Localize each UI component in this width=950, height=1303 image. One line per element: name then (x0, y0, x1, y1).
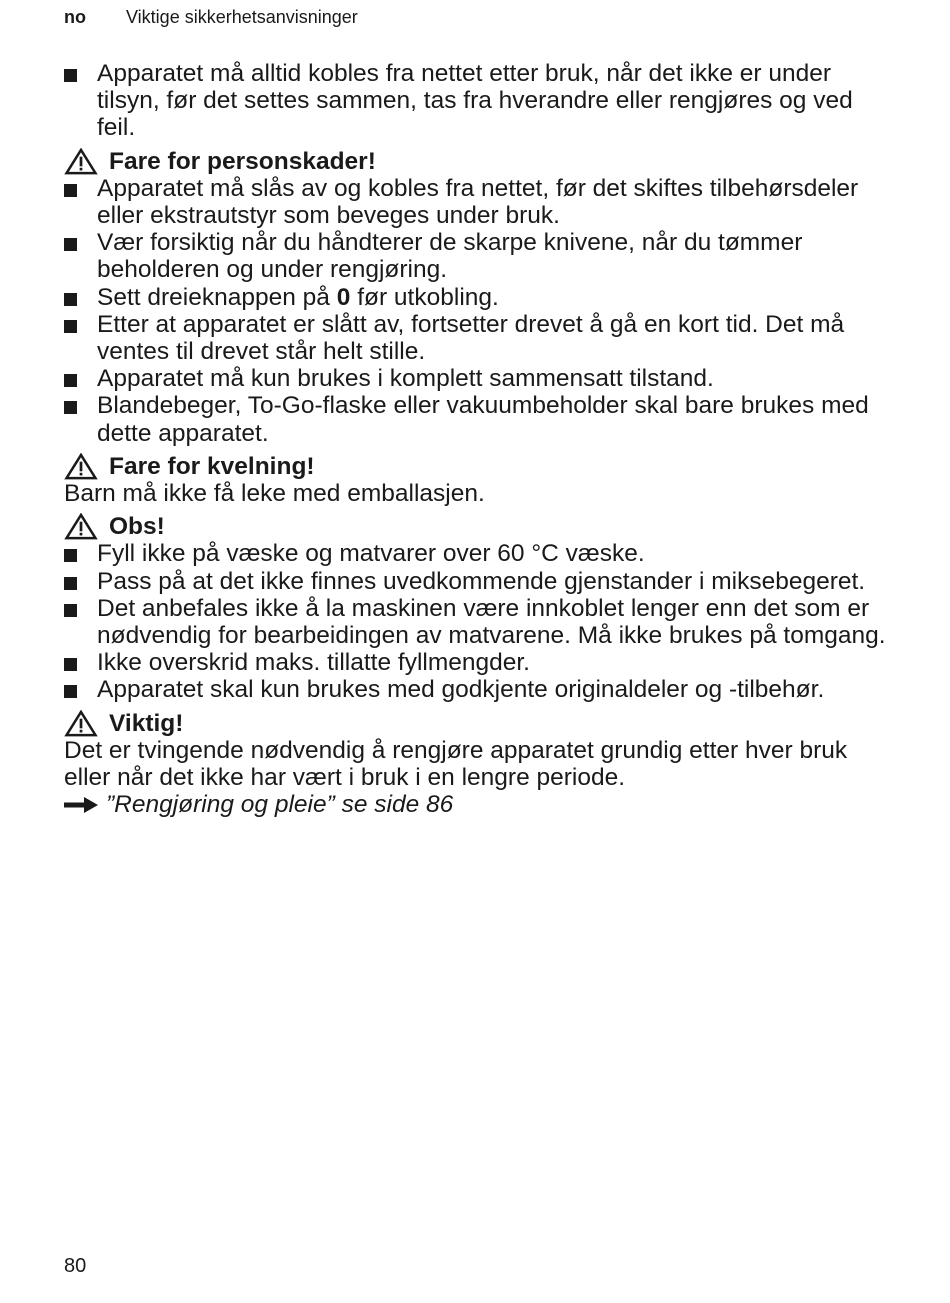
bullet-icon (64, 293, 77, 306)
page-number: 80 (64, 1255, 87, 1277)
bullet-icon (64, 374, 77, 387)
bullet-icon (64, 549, 77, 562)
bullet-icon (64, 604, 77, 617)
reference-text: ”Rengjøring og pleie” se side 86 (106, 791, 454, 819)
list-item (64, 365, 894, 392)
page-header (64, 7, 358, 28)
list-item (64, 229, 894, 283)
list-item (64, 676, 894, 703)
bullet-icon (64, 184, 77, 197)
warning-heading-obs (64, 513, 894, 540)
list-item (64, 392, 894, 446)
warning-heading-personskader (64, 148, 894, 175)
dial-position: 0 (336, 283, 351, 311)
paragraph: Det er tvingende nødvendig å rengjøre apparatet grundig etter hver bruk eller når det ikke har vært i bruk i en lengre periode. (64, 736, 848, 792)
list-item-text: Pass på at det ikke finnes uvedkommende gjenstander i miksebegeret. (97, 567, 866, 595)
warning-triangle-icon (64, 453, 98, 480)
text-part: Sett dreieknappen på (97, 283, 337, 311)
bullet-icon (64, 238, 77, 251)
heading-text: Obs! (109, 513, 165, 541)
list-item-text: Apparatet må kun brukes i komplett sammensatt tilstand. (97, 365, 714, 393)
warning-triangle-icon (64, 513, 98, 540)
list-item-text (97, 284, 499, 311)
bullet-icon (64, 685, 77, 698)
list-item-text: Apparatet må slås av og kobles fra nettet, før det skiftes tilbehørsdeler eller ekstrautstyr som beveges under bruk. (97, 174, 859, 230)
language-code: no (64, 7, 86, 27)
paragraph: Barn må ikke få leke med emballasjen. (64, 480, 485, 508)
cross-reference (64, 791, 894, 818)
warning-heading-viktig (64, 710, 894, 737)
list-item (64, 649, 894, 676)
list-item-text: Blandebeger, To-Go-flaske eller vakuumbeholder skal bare brukes med dette apparatet. (97, 392, 869, 447)
list-item-text: Ikke overskrid maks. tillatte fyllmengder. (97, 649, 530, 677)
list-item (64, 595, 894, 649)
list-item (64, 60, 894, 142)
list-item (64, 175, 894, 229)
arrow-right-icon (64, 797, 98, 813)
list-item-text: Vær forsiktig når du håndterer de skarpe knivene, når du tømmer beholderen og under rengjøring. (97, 229, 803, 284)
heading-text: Fare for kvelning! (109, 452, 315, 480)
list-item (64, 568, 894, 595)
header-title: Viktige sikkerhetsanvisninger (126, 7, 358, 27)
list-item-text: Det anbefales ikke å la maskinen være innkoblet lenger enn det som er nødvendig for bearbeidingen av matvarene. Må ikke brukes på tomgang. (97, 594, 886, 650)
bullet-icon (64, 320, 77, 333)
page-content (64, 60, 894, 818)
warning-triangle-icon (64, 148, 98, 175)
bullet-icon (64, 401, 77, 414)
heading-text: Viktig! (109, 709, 184, 737)
list-item (64, 284, 894, 311)
warning-heading-kvelning (64, 453, 894, 480)
warning-triangle-icon (64, 710, 98, 737)
list-item (64, 540, 894, 567)
heading-text: Fare for personskader! (109, 147, 376, 175)
list-item-text: Apparatet skal kun brukes med godkjente originaldeler og -tilbehør. (97, 676, 825, 704)
text-part: før utkobling. (350, 283, 499, 311)
bullet-icon (64, 658, 77, 671)
bullet-icon (64, 577, 77, 590)
list-item-text: Fyll ikke på væske og matvarer over 60 °C væske. (97, 540, 645, 568)
list-item-text: Etter at apparatet er slått av, fortsetter drevet å gå en kort tid. Det må ventes til drevet står helt stille. (97, 310, 845, 366)
bullet-icon (64, 69, 77, 82)
list-item (64, 311, 894, 365)
list-item-text: Apparatet må alltid kobles fra nettet etter bruk, når det ikke er under tilsyn, før det settes sammen, tas fra hverandre eller rengjøres og ved feil. (97, 60, 853, 142)
